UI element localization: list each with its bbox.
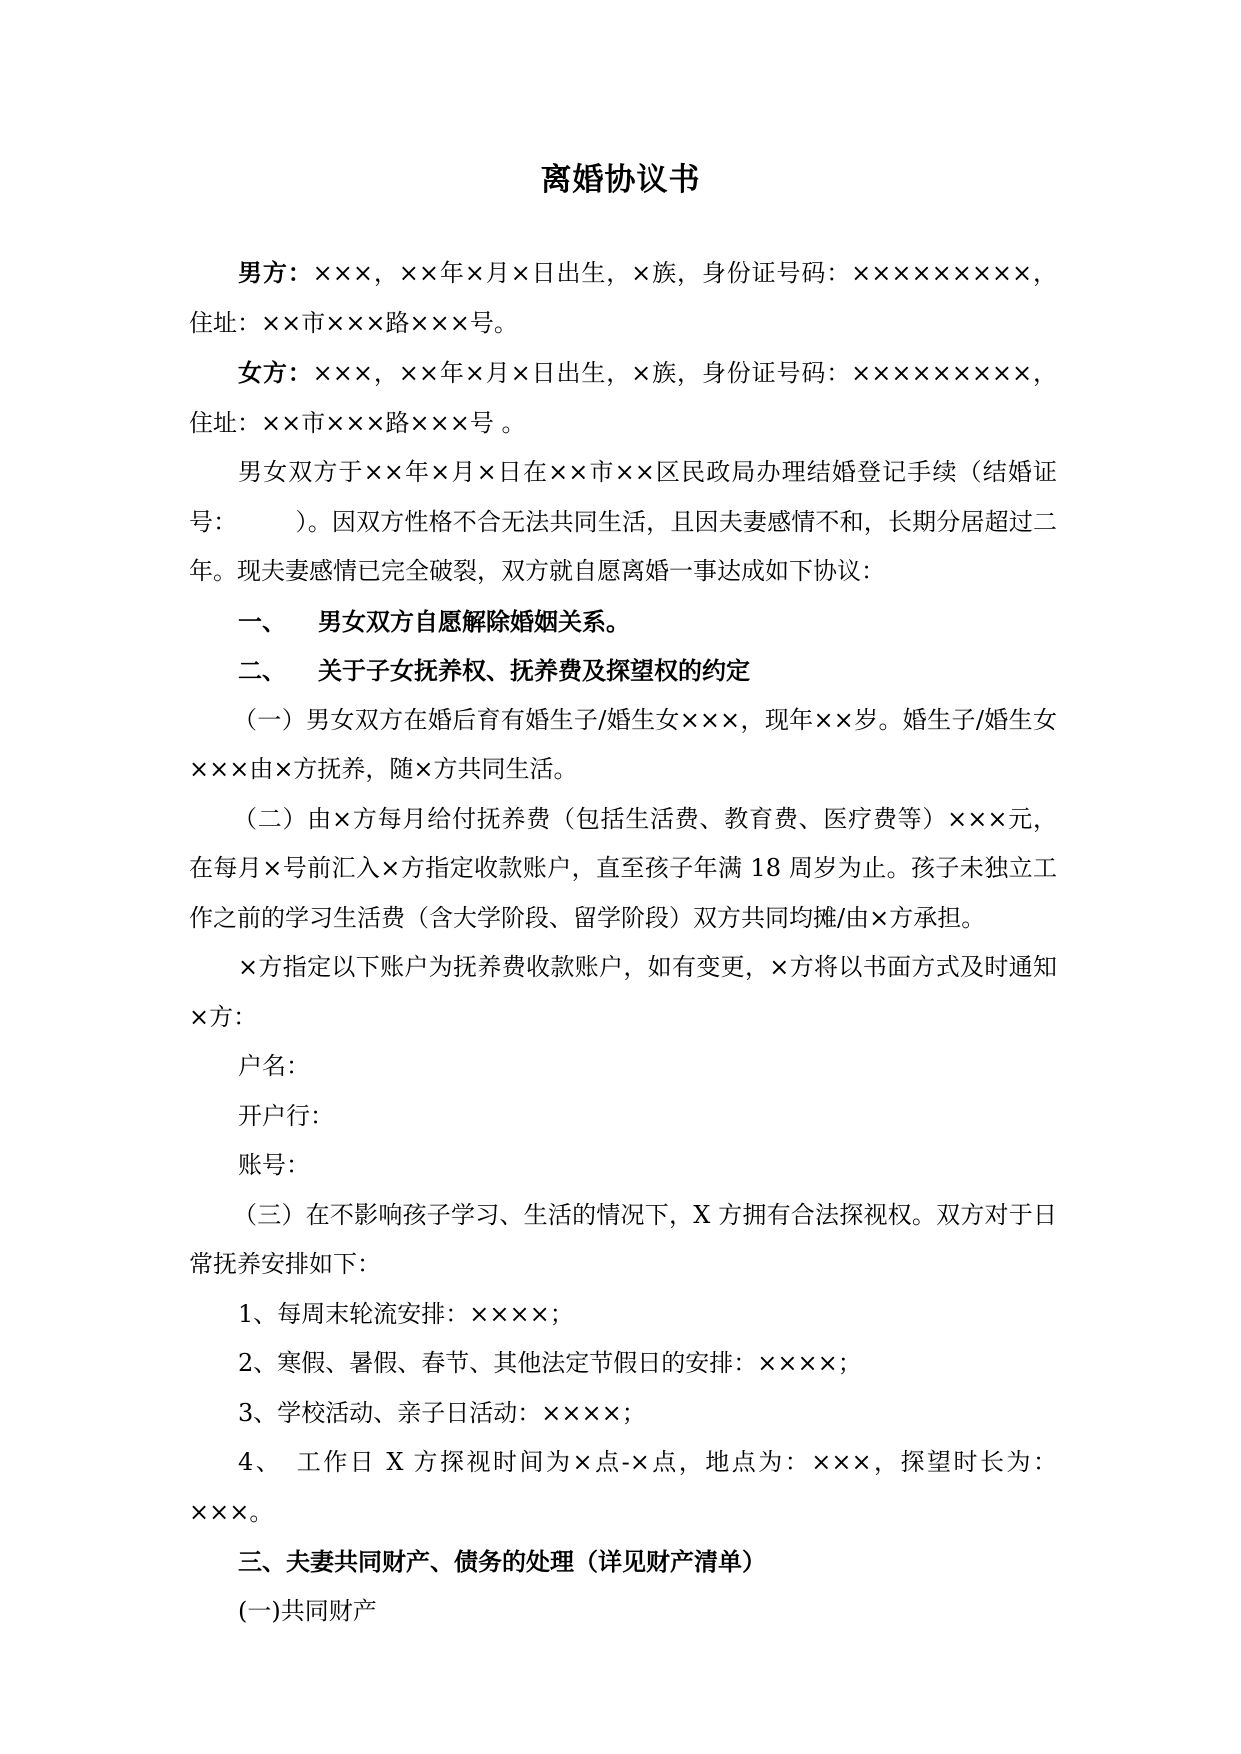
document-body [189, 248, 1057, 1636]
preamble-paragraph [189, 448, 1057, 597]
section1-heading [189, 597, 1057, 647]
male-party-label: 男方： [238, 258, 313, 287]
female-party-line2: ×××××××××，住址：××市×××路×××号 。 [189, 359, 1058, 437]
section2-text: 关于子女抚养权、抚养费及探望权的约定 [318, 656, 750, 685]
section2-number: 二、 [238, 656, 286, 685]
female-party-line1: ×××，××年×月×日出生，×族，身份证号码： [312, 359, 852, 387]
arrangement-4-text: 工作日 X 方探视时间为×点-×点，地点为：×××，探望时长为：×××。 [189, 1448, 1058, 1526]
document-title: 离婚协议书 [540, 162, 701, 198]
arrangement-4-number: 4、 [238, 1448, 283, 1476]
account-name-label: 户名： [238, 1052, 310, 1080]
section1-number: 一、 [238, 606, 286, 636]
account-number-label: 账号： [238, 1151, 310, 1179]
section3-heading: 三、夫妻共同财产、债务的处理（详见财产清单） [238, 1547, 766, 1576]
arrangement-4 [189, 1438, 1057, 1537]
female-party-paragraph [189, 348, 1057, 448]
arrangement-3: 3、学校活动、亲子日活动：××××； [238, 1398, 646, 1427]
section2-item1: （一）男女双方在婚后育有婚生子/婚生女×××，现年××岁。婚生子/婚生女×××由×方抚养，随×方共同生活。 [189, 705, 1057, 783]
male-party-line2: ×××××××××，住址：××市×××路×××号。 [189, 259, 1058, 337]
section1-text: 男女双方自愿解除婚姻关系。 [318, 606, 630, 636]
section3-subheading-1: (一)共同财产 [238, 1596, 377, 1625]
section2-item2: （二）由×方每月给付抚养费（包括生活费、教育费、医疗费等）×××元，在每月×号前汇入×方指定收款账户，直至孩子年满 18 周岁为止。孩子未独立工作之前的学习生活费（含大学阶段、留学阶段）双方共同均摊/由×方承担。 [189, 804, 1057, 932]
arrangement-1: 1、每周末轮流安排：××××； [238, 1299, 574, 1328]
section2-item3: （三）在不影响孩子学习、生活的情况下，X 方拥有合法探视权。双方对于日常抚养安排如下： [189, 1200, 1057, 1278]
account-intro: ×方指定以下账户为抚养费收款账户，如有变更，×方将以书面方式及时通知×方： [189, 953, 1057, 1031]
female-party-label: 女方： [238, 358, 313, 387]
section2-heading [189, 646, 1057, 696]
male-party-line1: ×××，××年×月×日出生，×族，身份证号码： [312, 259, 852, 287]
preamble-part2: ）。因双方性格不合无法共同生活，且因夫妻感情不和，长期分居超过二年。现夫妻感情已完全破裂，双方就自愿离婚一事达成如下协议： [189, 507, 1058, 585]
male-party-paragraph [189, 248, 1057, 348]
preamble-part1: 男女双方于××年×月×日在××市××区民政局办理结婚登记手续（结婚证号： [189, 458, 1057, 536]
arrangement-2: 2、寒假、暑假、春节、其他法定节假日的安排：××××； [238, 1349, 862, 1377]
account-bank-label: 开户行： [238, 1101, 334, 1130]
